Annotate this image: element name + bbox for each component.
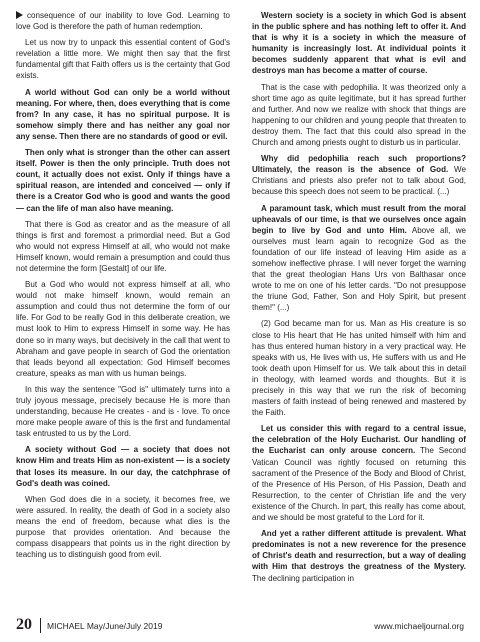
footer-divider [40,618,41,633]
paragraph-text: We Christians and priests also prefer not to talk about God, because this speech does not seem to be practical. (...) [252,165,466,197]
paragraph [252,82,466,149]
paragraph [16,279,230,379]
paragraph-text: consequence of our inability to love God. Learning to love God is therefore the path of human redemption. [16,11,230,32]
paragraph-text: Let us now try to unpack this essential content of God's revelation a little more. We might then say that the first fundamental gift that Faith offers us is the certainty that God exists. [16,38,230,81]
paragraph [16,444,230,488]
right-column [252,10,466,589]
paragraph [252,153,466,197]
website-link[interactable]: www.michaeljournal.org [374,621,464,631]
paragraph [16,494,230,561]
bold-lead-text: A paramount task, which must result from the moral upheavals of our time, is that we ourselves once again begin to live by God and unto Him. [252,203,466,235]
paragraph-text: Above all, we ourselves must learn again to recognize God as the foundation of our life instead of leaving Him aside as a somehow ineffective phrase. I will never forget the warning that the great theologian Hans Urs von Balthasar once wrote to me on one of his letter cards. "Do not presuppose the triune God, Father, Son and Holy Spirit, but present them!" (...) [252,225,466,313]
paragraph [252,423,466,523]
left-column [16,10,230,565]
paragraph-text: That there is God as creator and as the measure of all things is first and foremost a primordial need. But a God who would not express Himself at all, who would not make Himself known, would remain a presumption and could thus not determine the form [Gestalt] of our life. [16,219,230,273]
paragraph [16,37,230,81]
paragraph-text: That is the case with pedophilia. It was theorized only a short time ago as quite legitimate, but it has spread further and further. And now we realize with shock that things are happening to our children and young people that threaten to destroy them. The fact that this could also spread in the Church and among priests ought to disturb us in particular. [252,82,466,148]
paragraph [16,87,230,142]
paragraph-text: The declining participation in [252,573,354,583]
paragraph-text: (2) God became man for us. Man as His creature is so close to His heart that He has united himself with him and has thus entered human history in a very practical way. He speaks with us, He lives with us, He suffers with us and He took death upon Himself for us. We talk about this in detail in theology, with learned words and thoughts. But it is precisely in this way that we run the risk of becoming masters of faith instead of being renewed and mastered by the Faith. [252,319,466,418]
paragraph-text: In this way the sentence "God is" ultimately turns into a truly joyous message, precisely because He is more than understanding, because He creates - and is - love. To once more make people aware of this is the first and fundamental task entrusted to us by the Lord. [16,384,230,439]
paragraph [16,147,230,214]
bold-lead-text: A world without God can only be a world without meaning. For where, then, does everything that is come from? In any case, it has no spiritual purpose. It is somehow simply there and has neither any goal nor any sense. Then there are no standards of good or evil. [16,87,230,141]
paragraph [252,10,466,77]
paragraph [16,384,230,439]
page-footer [16,616,464,636]
paragraph [16,219,230,274]
paragraph [252,318,466,418]
bold-lead-text: Then only what is stronger than the other can assert itself. Power is then the only principle. Truth does not count, it actually does not exist. Only if things have a spiritual reason, are intended and conceived — only if there is a Creator God who is good and wants the good — can the life of man also have meaning. [16,148,230,213]
bold-lead-text: Why did pedophilia reach such proportions? Ultimately, the reason is the absence of God. [252,154,466,175]
paragraph-text: When God does die in a society, it becomes free, we were assured. In reality, the death of God in a society also means the end of freedom, because what dies is the purpose that provides orientation. And because the compass disappears that points us in the right direction by teaching us to distinguish good from evil. [16,494,230,560]
bold-lead-text: Western society is a society in which God is absent in the public sphere and has nothing left to offer it. And that is why it is a society in which the measure of humanity is increasingly lost. At individual points it becomes suddenly apparent that what is evil and destroys man has become a matter of course. [252,11,466,76]
bold-lead-text: And yet a rather different attitude is prevalent. What predominates is not a new reverence for the presence of Christ's death and resurrection, but a way of dealing with Him that destroys the greatness of the Mystery. [252,529,466,572]
issue-label: MICHAEL May/June/July 2019 [47,621,163,631]
paragraph [16,10,230,32]
paragraph-text: But a God who would not express himself at all, who would not make himself known, would remain an assumption and could thus not determine the form of our life. For God to be really God in this deliberate creation, we must look to Him to express Himself in some way. He has done so in many ways, but decisively in the call that went to Abraham and gave people in search of God the orientation that leads beyond all expectation: God Himself becomes creature, speaks as man with us human beings. [16,280,230,378]
bold-lead-text: Let us consider this with regard to a central issue, the celebration of the Holy Eucharist. Our handling of the Eucharist can only arouse concern. [252,424,466,456]
paragraph [252,528,466,583]
paragraph [252,203,466,314]
continuation-arrow-icon [16,11,23,19]
paragraph-text: The Second Vatican Council was rightly focused on returning this sacrament of the Presence of the Body and Blood of Christ, of the Presence of His Person, of His Passion, Death and Resurrection, to the center of Christian life and the very existence of the Church. In part, this really has come about, and we should be most grateful to the Lord for it. [252,446,466,523]
bold-lead-text: A society without God — a society that does not know Him and treats Him as non-existent — is a society that loses its measure. In our day, the catchphrase of God's death was coined. [16,445,230,488]
page-number: 20 [16,616,32,633]
